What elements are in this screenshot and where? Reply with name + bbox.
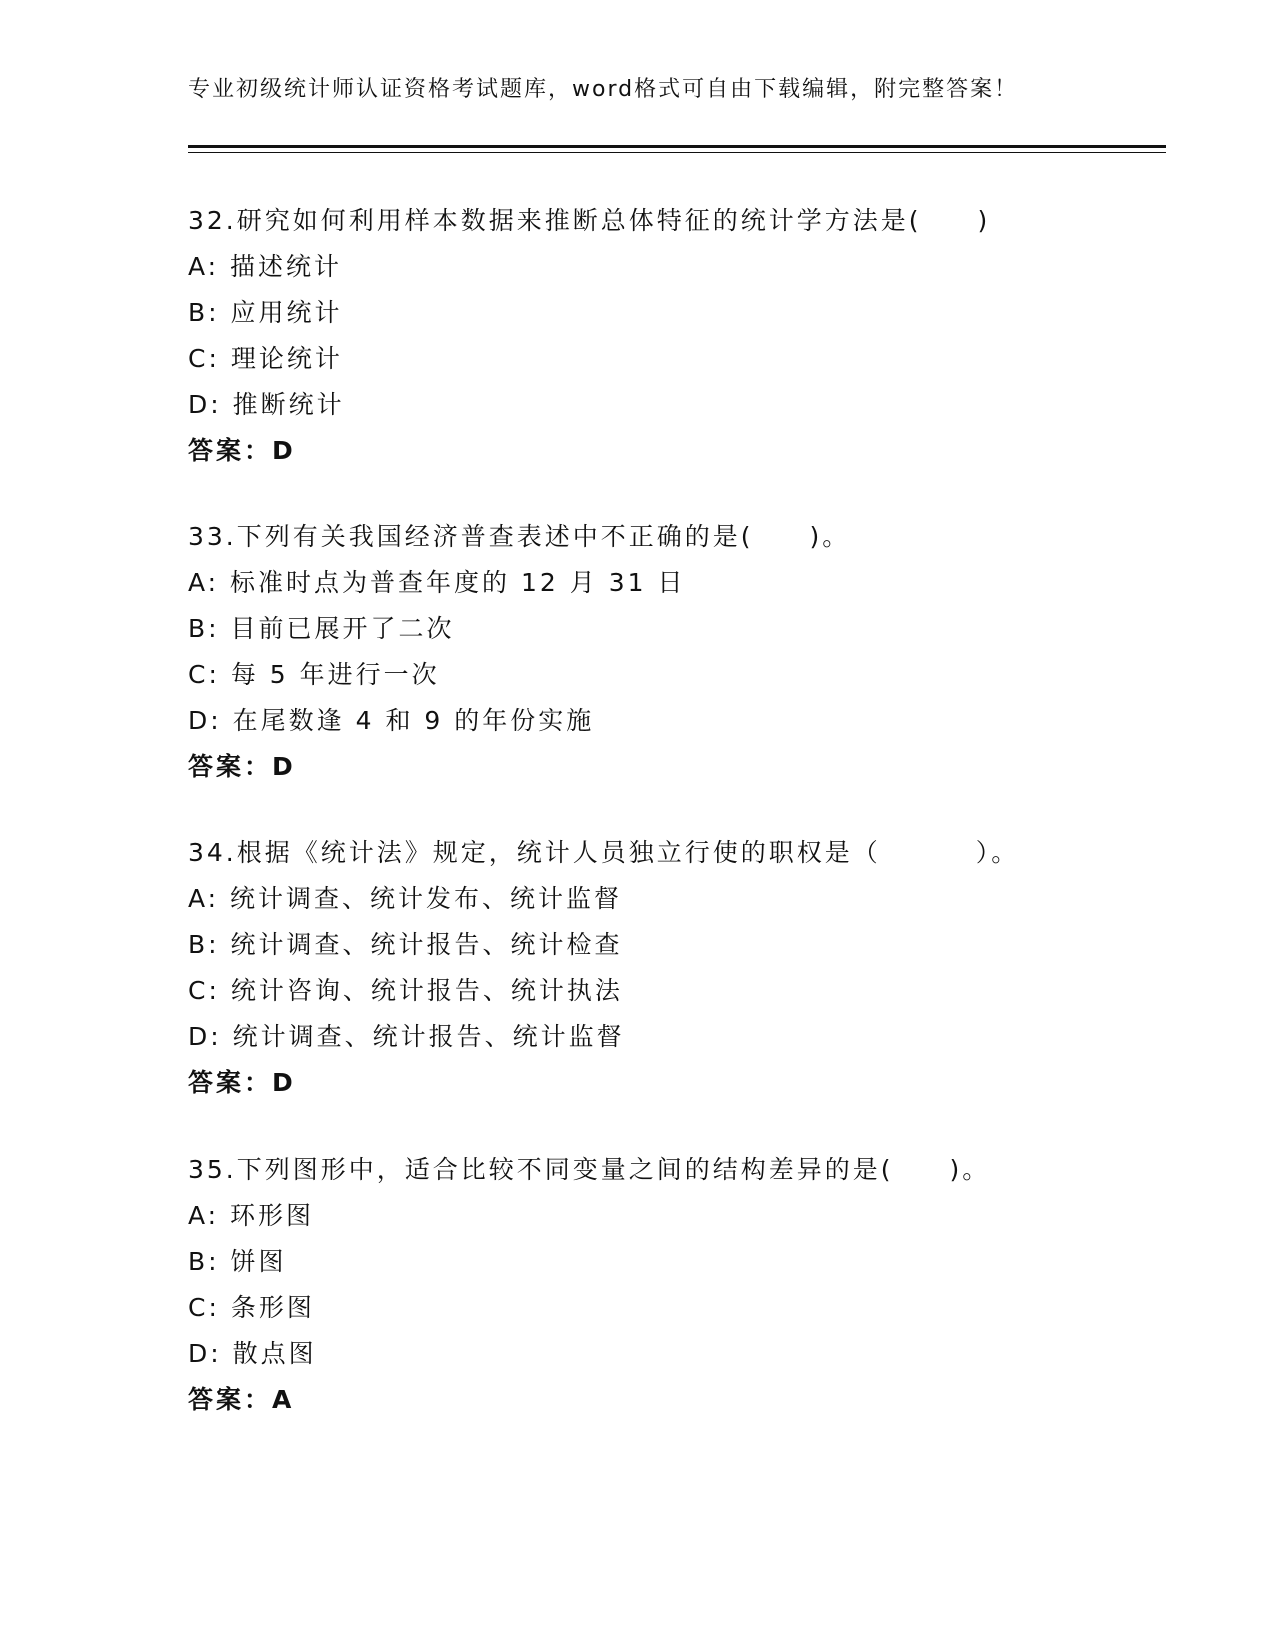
option-letter: D: [188,1339,222,1368]
option-letter: B: [188,1247,220,1276]
question-stem: 34.根据《统计法》规定，统计人员独立行使的职权是（ ）。 [188,838,1020,867]
option-letter: C: [188,976,220,1005]
option-letter: A: [188,568,220,597]
option-text: 条形图 [230,1293,315,1322]
option-letter: D: [188,390,222,419]
option-c [188,968,1148,1014]
option-a [188,1193,1148,1239]
option-letter: B: [188,298,220,327]
option-d [188,382,1148,428]
question-block [188,198,1148,474]
question-stem: 33.下列有关我国经济普查表述中不正确的是( )。 [188,522,851,551]
option-text: 统计调查、统计报告、统计检查 [230,930,623,959]
option-letter: D: [188,1022,222,1051]
answer-line: 答案：D [188,1068,296,1097]
option-letter: C: [188,1293,220,1322]
option-letter: B: [188,614,220,643]
question-stem: 32.研究如何利用样本数据来推断总体特征的统计学方法是( ) [188,206,991,235]
option-b [188,290,1148,336]
option-a [188,560,1148,606]
option-letter: C: [188,660,220,689]
option-d [188,698,1148,744]
question-stem: 35.下列图形中，适合比较不同变量之间的结构差异的是( )。 [188,1155,991,1184]
option-letter: A: [188,252,220,281]
option-d [188,1331,1148,1377]
option-letter: D: [188,706,222,735]
option-text: 统计咨询、统计报告、统计执法 [230,976,623,1005]
option-text: 描述统计 [230,252,343,281]
option-text: 统计调查、统计发布、统计监督 [230,884,623,913]
option-b [188,922,1148,968]
option-text: 每 5 年进行一次 [230,660,440,689]
option-c [188,336,1148,382]
option-text: 目前已展开了二次 [230,614,455,643]
option-letter: A: [188,884,220,913]
option-text: 标准时点为普查年度的 12 月 31 日 [230,568,686,597]
question-block [188,830,1148,1106]
question-block [188,514,1148,790]
option-a [188,876,1148,922]
option-text: 统计调查、统计报告、统计监督 [232,1022,625,1051]
option-b [188,1239,1148,1285]
option-text: 在尾数逢 4 和 9 的年份实施 [232,706,595,735]
option-text: 环形图 [230,1201,315,1230]
answer-line: 答案：D [188,752,296,781]
option-b [188,606,1148,652]
option-a [188,244,1148,290]
answer-line: 答案：A [188,1385,295,1414]
page-header: 专业初级统计师认证资格考试题库，word格式可自由下载编辑，附完整答案！ [188,77,1019,102]
option-letter: B: [188,930,220,959]
option-c [188,652,1148,698]
option-text: 理论统计 [230,344,343,373]
header-divider [188,145,1166,153]
option-c [188,1285,1148,1331]
answer-line: 答案：D [188,436,296,465]
option-letter: A: [188,1201,220,1230]
option-text: 推断统计 [232,390,345,419]
option-text: 饼图 [230,1247,287,1276]
option-text: 散点图 [232,1339,317,1368]
question-block [188,1147,1148,1423]
option-d [188,1014,1148,1060]
option-letter: C: [188,344,220,373]
option-text: 应用统计 [230,298,343,327]
